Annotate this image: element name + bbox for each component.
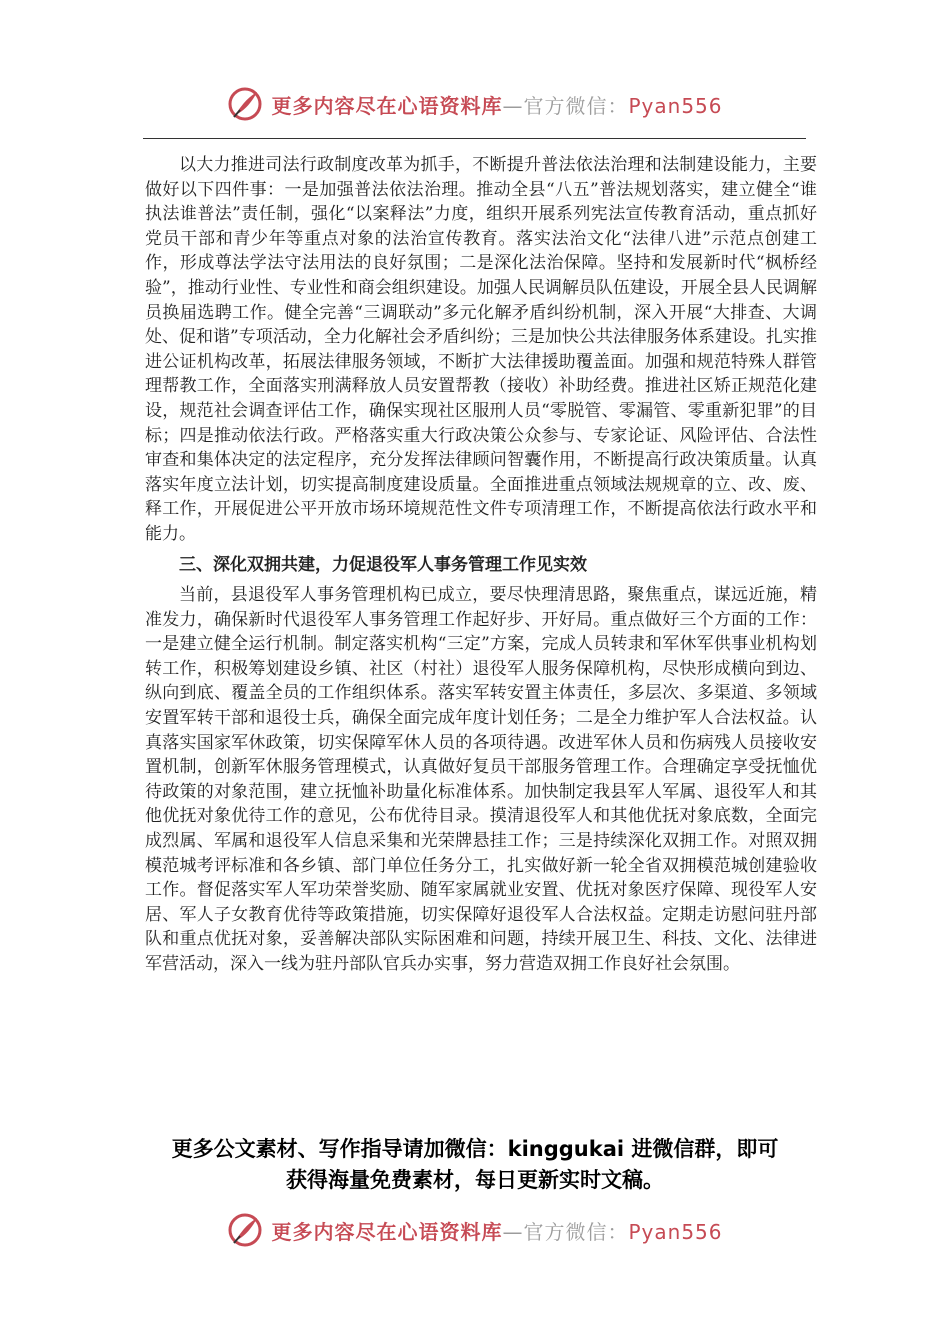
header-divider [143, 138, 806, 139]
promo-line-1: 更多公文素材、写作指导请加微信：kinggukai 进微信群，即可 [171, 1137, 779, 1161]
promo-notice [100, 1134, 850, 1196]
banner-label: 官方微信： [523, 93, 629, 118]
banner-wechat-id: Pyan556 [628, 93, 723, 118]
banner-label: 官方微信： [523, 1219, 629, 1244]
banner-separator: — [502, 1219, 524, 1244]
quill-logo-icon [227, 1212, 263, 1248]
document-body [145, 153, 817, 977]
quill-logo-icon [227, 86, 263, 122]
promo-line-2: 获得海量免费素材，每日更新实时文稿。 [286, 1168, 664, 1192]
banner-brand: 更多内容尽在心语资料库 [271, 1219, 503, 1244]
footer-banner [0, 1208, 950, 1252]
banner-brand: 更多内容尽在心语资料库 [271, 93, 503, 118]
paragraph-legal: 以大力推进司法行政制度改革为抓手，不断提升普法依法治理和法制建设能力，主要做好以下四件事：一是加强普法依法治理。推动全县“八五”普法规划落实，建立健全“谁执法谁普法”责任制，强化“以案释法”力度，组织开展系列宪法宣传教育活动，重点抓好党员干部和青少年等重点对象的法治宣传教育。落实法治文化“法律八进”示范点创建工作，形成尊法学法守法用法的良好氛围；二是深化法治保障。坚持和发展新时代“枫桥经验”，推动行业性、专业性和商会组织建设。加强人民调解员队伍建设，开展全县人民调解员换届选聘工作。健全完善“三调联动”多元化解矛盾纠纷机制，深入开展“大排查、大调处、促和谐”专项活动，全力化解社会矛盾纠纷；三是加快公共法律服务体系建设。扎实推进公证机构改革，拓展法律服务领域，不断扩大法律援助覆盖面。加强和规范特殊人群管理帮教工作，全面落实刑满释放人员安置帮教（接收）补助经费。推进社区矫正规范化建设，规范社会调查评估工作，确保实现社区服刑人员“零脱管、零漏管、零重新犯罪”的目标；四是推动依法行政。严格落实重大行政决策公众参与、专家论证、风险评估、合法性审查和集体决定的法定程序，充分发挥法律顾问智囊作用，不断提高行政决策质量。认真落实年度立法计划，切实提高制度建设质量。全面推进重点领域法规规章的立、改、废、释工作，开展促进公平开放市场环境规范性文件专项清理工作，不断提高依法行政水平和能力。 [145, 155, 817, 544]
banner-separator: — [502, 93, 524, 118]
paragraph-veterans: 当前，县退役军人事务管理机构已成立，要尽快理清思路，聚焦重点，谋远近施，精准发力，确保新时代退役军人事务管理工作起好步、开好局。重点做好三个方面的工作：一是建立健全运行机制。制定落实机构“三定”方案，完成人员转隶和军休军供事业机构划转工作，积极筹划建设乡镇、社区（村社）退役军人服务保障机构，尽快形成横向到边、纵向到底、覆盖全员的工作组织体系。落实军转安置主体责任，多层次、多渠道、多领域安置军转干部和退役士兵，确保全面完成年度计划任务；二是全力维护军人合法权益。认真落实国家军休政策，切实保障军休人员的各项待遇。改进军休人员和伤病残人员接收安置机制，创新军休服务管理模式，认真做好复员干部服务管理工作。合理确定享受抚恤优待政策的对象范围，建立抚恤补助量化标准体系。加快制定我县军人军属、退役军人和其他优抚对象优待工作的意见，公布优待目录。摸清退役军人和其他优抚对象底数，全面完成烈属、军属和退役军人信息采集和光荣牌悬挂工作；三是持续深化双拥工作。对照双拥模范城考评标准和各乡镇、部门单位任务分工，扎实做好新一轮全省双拥模范城创建验收工作。督促落实军人军功荣誉奖励、随军家属就业安置、优抚对象医疗保障、现役军人安居、军人子女教育优待等政策措施，切实保障好退役军人合法权益。定期走访慰问驻丹部队和重点优抚对象，妥善解决部队实际困难和问题，持续开展卫生、科技、文化、法律进军营活动，深入一线为驻丹部队官兵办实事，努力营造双拥工作良好社会氛围。 [145, 585, 817, 974]
banner-wechat-id: Pyan556 [628, 1219, 723, 1244]
banner-text [271, 1216, 722, 1245]
header-banner [0, 82, 950, 126]
section-heading-3: 三、深化双拥共建，力促退役军人事务管理工作见实效 [179, 554, 587, 575]
banner-text [271, 90, 722, 119]
